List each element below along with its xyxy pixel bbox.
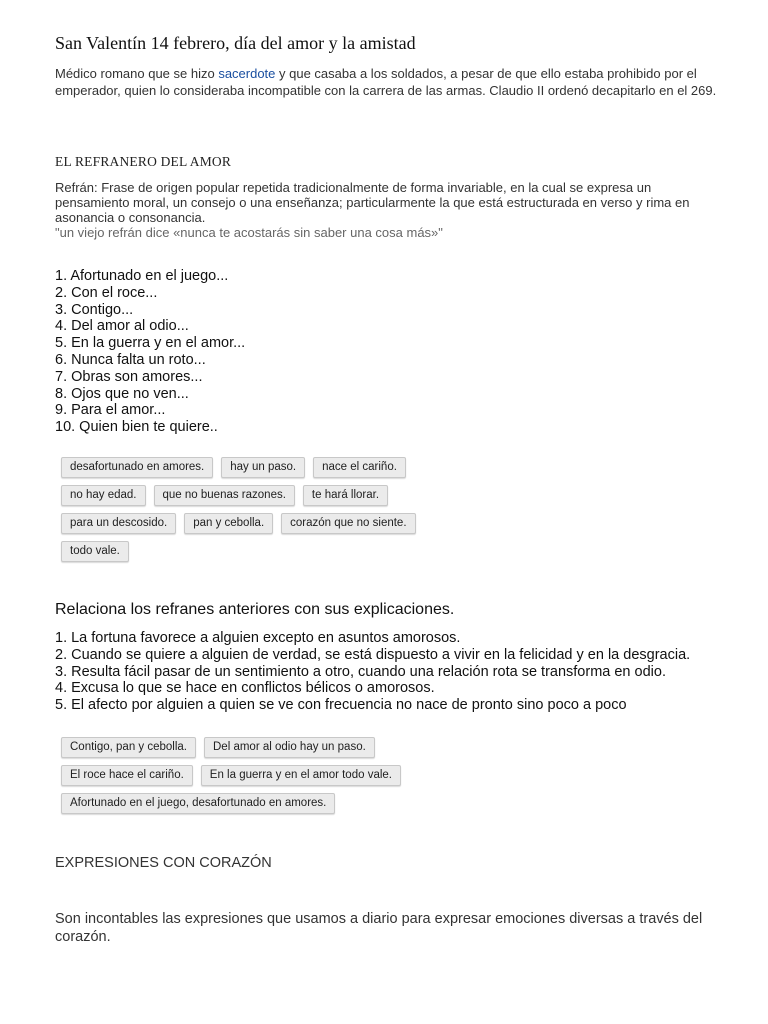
expresiones-paragraph: Son incontables las expresiones que usamos a diario para expresar emociones diversas a través del corazón.: [55, 911, 703, 945]
chip-row: [61, 793, 401, 814]
intro-paragraph: [55, 66, 720, 99]
answer-chip[interactable]: Contigo, pan y cebolla.: [61, 737, 196, 758]
chip-row: [61, 457, 416, 478]
ending-chip[interactable]: para un descosido.: [61, 513, 176, 534]
answer-chip[interactable]: En la guerra y en el amor todo vale.: [201, 765, 401, 786]
list-item: 7. Obras son amores...: [55, 368, 203, 385]
page-title: San Valentín 14 febrero, día del amor y la amistad: [55, 33, 416, 53]
ending-chip[interactable]: nace el cariño.: [313, 457, 406, 478]
answer-chip[interactable]: Del amor al odio hay un paso.: [204, 737, 375, 758]
ending-chip[interactable]: desafortunado en amores.: [61, 457, 213, 478]
expresiones-heading: EXPRESIONES CON CORAZÓN: [55, 855, 272, 871]
explicaciones-list: [55, 630, 735, 714]
endings-chip-bank: [61, 457, 416, 562]
relaciona-heading: Relaciona los refranes anteriores con sus explicaciones.: [55, 601, 455, 618]
list-item: 8. Ojos que no ven...: [55, 385, 189, 402]
ending-chip[interactable]: te hará llorar.: [303, 485, 388, 506]
list-item: 1. La fortuna favorece a alguien excepto en asuntos amorosos.: [55, 630, 461, 646]
refran-definition-text: Refrán: Frase de origen popular repetida tradicionalmente de forma invariable, en la cual se expresa un pensamiento moral, un consejo o una enseñanza; particularmente la que está estructurada en verso y rima en asonancia o consonancia.: [55, 180, 690, 225]
ending-chip[interactable]: hay un paso.: [221, 457, 305, 478]
refranero-heading: EL REFRANERO DEL AMOR: [55, 154, 232, 169]
answer-chip[interactable]: Afortunado en el juego, desafortunado en amores.: [61, 793, 335, 814]
ending-chip[interactable]: todo vale.: [61, 541, 129, 562]
refran-definition: [55, 180, 720, 240]
answers-chip-bank: [61, 737, 401, 814]
list-item: 4. Excusa lo que se hace en conflictos bélicos o amorosos.: [55, 680, 435, 697]
refran-quote: "un viejo refrán dice «nunca te acostarás sin saber una cosa más»": [55, 225, 443, 240]
answer-chip[interactable]: El roce hace el cariño.: [61, 765, 193, 786]
list-item: 2. Con el roce...: [55, 284, 158, 301]
chip-row: [61, 541, 416, 562]
intro-text-before: Médico romano que se hizo: [55, 66, 219, 81]
ending-chip[interactable]: que no buenas razones.: [154, 485, 295, 506]
ending-chip[interactable]: no hay edad.: [61, 485, 146, 506]
list-item: 1. Afortunado en el juego...: [55, 268, 229, 284]
intro-text-after: y que casaba a los soldados, a pesar de que ello estaba prohibido por el emperador, quien lo consideraba incompatible con la carrera de las armas. Claudio II ordenó decapitarlo en el 269.: [55, 66, 717, 98]
chip-row: [61, 765, 401, 786]
refranes-list: [55, 268, 245, 436]
list-item: 5. El afecto por alguien a quien se ve con frecuencia no nace de pronto sino poco a poco: [55, 697, 627, 714]
list-item: 3. Contigo...: [55, 301, 134, 318]
list-item: 2. Cuando se quiere a alguien de verdad, se está dispuesto a vivir en la felicidad y en la desgracia.: [55, 646, 691, 663]
chip-row: [61, 513, 416, 534]
list-item: 9. Para el amor...: [55, 402, 166, 419]
list-item: 4. Del amor al odio...: [55, 318, 189, 335]
chip-row: [61, 737, 401, 758]
ending-chip[interactable]: corazón que no siente.: [281, 513, 415, 534]
list-item: 3. Resulta fácil pasar de un sentimiento a otro, cuando una relación rota se transforma en odio.: [55, 663, 666, 680]
list-item: 10. Quien bien te quiere..: [55, 419, 218, 436]
list-item: 5. En la guerra y en el amor...: [55, 335, 246, 352]
sacerdote-link[interactable]: sacerdote: [218, 66, 276, 81]
list-item: 6. Nunca falta un roto...: [55, 351, 206, 368]
chip-row: [61, 485, 416, 506]
ending-chip[interactable]: pan y cebolla.: [184, 513, 273, 534]
